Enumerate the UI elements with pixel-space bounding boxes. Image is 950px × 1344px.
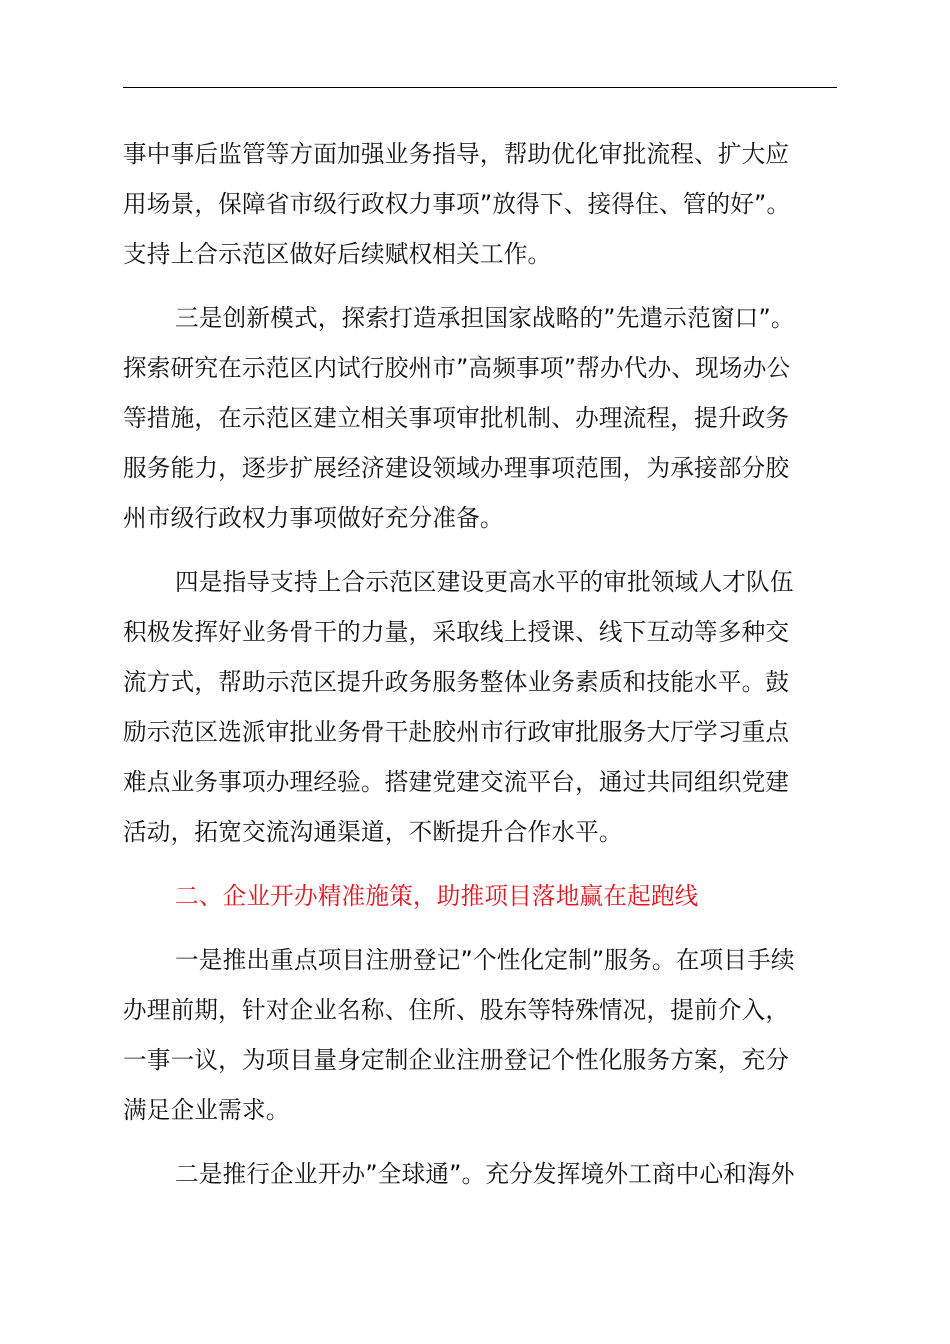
section-heading-text: 二、企业开办精准施策，助推项目落地赢在起跑线 <box>175 882 699 910</box>
text-line: 州市级行政权力事项做好充分准备。 <box>123 504 504 532</box>
text-line: 探索研究在示范区内试行胶州市”高频事项”帮办代办、现场办公 <box>123 354 791 382</box>
text-line: 三是创新模式，探索打造承担国家战略的”先遣示范窗口”。 <box>175 304 795 332</box>
text-line: 难点业务事项办理经验。搭建党建交流平台，通过共同组织党建 <box>123 768 790 796</box>
text-line: 事中事后监管等方面加强业务指导，帮助优化审批流程、扩大应 <box>123 140 790 168</box>
text-line: 支持上合示范区做好后续赋权相关工作。 <box>123 240 552 268</box>
header-rule <box>123 87 837 88</box>
paragraph-4 <box>123 935 837 1135</box>
text-line: 一是推出重点项目注册登记”个性化定制”服务。在项目手续 <box>175 946 795 974</box>
text-line: 励示范区选派审批业务骨干赴胶州市行政审批服务大厅学习重点 <box>123 718 790 746</box>
text-line: 用场景，保障省市级行政权力事项”放得下、接得住、管的好”。 <box>123 190 791 218</box>
text-line: 等措施，在示范区建立相关事项审批机制、办理流程，提升政务 <box>123 404 790 432</box>
text-line: 活动，拓宽交流沟通渠道，不断提升合作水平。 <box>123 818 623 846</box>
paragraph-1 <box>123 129 837 279</box>
text-line: 积极发挥好业务骨干的力量，采取线上授课、线下互动等多种交 <box>123 618 790 646</box>
text-line: 二是推行企业开办”全球通”。充分发挥境外工商中心和海外 <box>175 1160 795 1188</box>
text-line: 满足企业需求。 <box>123 1096 290 1124</box>
paragraph-2 <box>123 293 837 543</box>
section-heading <box>123 871 837 921</box>
document-body <box>123 129 837 1199</box>
text-line: 办理前期，针对企业名称、住所、股东等特殊情况，提前介入， <box>123 996 790 1024</box>
text-line: 流方式，帮助示范区提升政务服务整体业务素质和技能水平。鼓 <box>123 668 790 696</box>
text-line: 一事一议，为项目量身定制企业注册登记个性化服务方案，充分 <box>123 1046 790 1074</box>
paragraph-5 <box>123 1149 837 1199</box>
text-line: 四是指导支持上合示范区建设更高水平的审批领域人才队伍 <box>175 568 794 596</box>
paragraph-3 <box>123 557 837 857</box>
text-line: 服务能力，逐步扩展经济建设领域办理事项范围，为承接部分胶 <box>123 454 790 482</box>
